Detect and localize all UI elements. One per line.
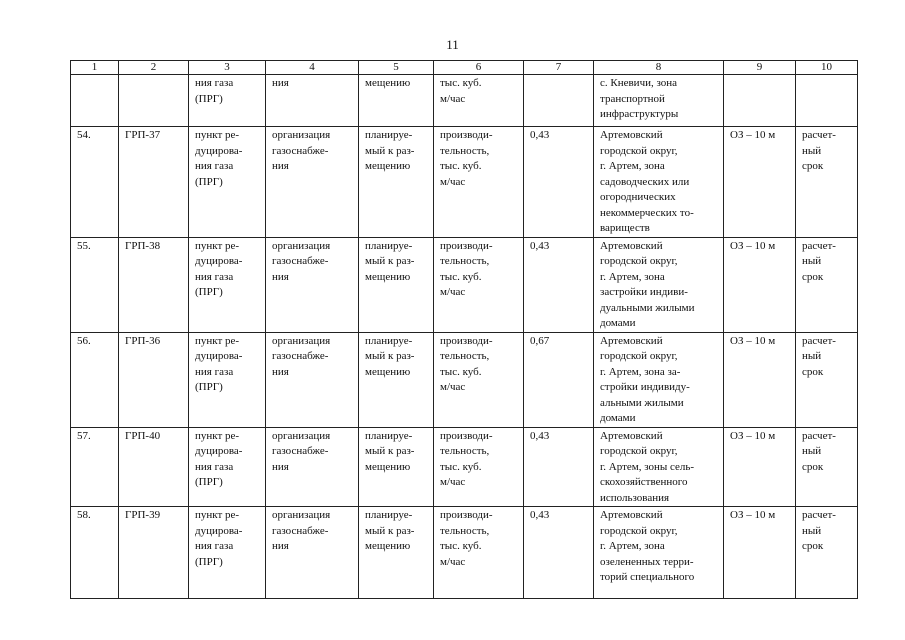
location-cell: Артемовский городской округ, г. Артем, зона за- стройки индивиду- альными жилыми домами (594, 332, 724, 427)
status-cell: планируе- мый к раз- мещению (359, 127, 434, 238)
facility-type-cell: пункт ре- дуцирова- ния газа (ПРГ) (189, 332, 266, 427)
term-cell: расчет- ный срок (796, 332, 858, 427)
table-row (71, 75, 858, 127)
facility-code-cell: ГРП-36 (119, 332, 189, 427)
location-cell: Артемовский городской округ, г. Артем, зона озелененных терри- торий специального (594, 507, 724, 599)
protection-zone-cell: ОЗ – 10 м (724, 427, 796, 507)
row-number-cell: 55. (71, 237, 119, 332)
row-number-cell: 57. (71, 427, 119, 507)
value-cell: 0,43 (524, 237, 594, 332)
column-number: 9 (724, 61, 796, 75)
facility-code-cell: ГРП-40 (119, 427, 189, 507)
protection-zone-cell (724, 75, 796, 127)
facility-code-cell: ГРП-37 (119, 127, 189, 238)
protection-zone-cell: ОЗ – 10 м (724, 507, 796, 599)
table-row (71, 507, 858, 599)
term-cell: расчет- ный срок (796, 427, 858, 507)
column-number-row (71, 61, 858, 75)
column-number: 7 (524, 61, 594, 75)
table-row (71, 237, 858, 332)
purpose-cell: организация газоснабже- ния (266, 237, 359, 332)
status-cell: мещению (359, 75, 434, 127)
term-cell: расчет- ный срок (796, 237, 858, 332)
protection-zone-cell: ОЗ – 10 м (724, 237, 796, 332)
term-cell: расчет- ный срок (796, 507, 858, 599)
facilities-table (70, 60, 858, 599)
column-number: 4 (266, 61, 359, 75)
parameter-cell: тыс. куб. м/час (434, 75, 524, 127)
location-cell: Артемовский городской округ, г. Артем, зоны сель- скохозяйственного использования (594, 427, 724, 507)
status-cell: планируе- мый к раз- мещению (359, 507, 434, 599)
facility-code-cell: ГРП-38 (119, 237, 189, 332)
location-cell: Артемовский городской округ, г. Артем, зона застройки индиви- дуальными жилыми домами (594, 237, 724, 332)
term-cell: расчет- ный срок (796, 127, 858, 238)
value-cell: 0,43 (524, 127, 594, 238)
purpose-cell: организация газоснабже- ния (266, 332, 359, 427)
column-number: 2 (119, 61, 189, 75)
parameter-cell: производи- тельность, тыс. куб. м/час (434, 237, 524, 332)
table-row (71, 427, 858, 507)
purpose-cell: организация газоснабже- ния (266, 427, 359, 507)
purpose-cell: организация газоснабже- ния (266, 507, 359, 599)
facility-code-cell (119, 75, 189, 127)
facility-type-cell: пункт ре- дуцирова- ния газа (ПРГ) (189, 507, 266, 599)
column-number: 10 (796, 61, 858, 75)
parameter-cell: производи- тельность, тыс. куб. м/час (434, 507, 524, 599)
row-number-cell: 54. (71, 127, 119, 238)
facility-type-cell: пункт ре- дуцирова- ния газа (ПРГ) (189, 237, 266, 332)
value-cell: 0,43 (524, 427, 594, 507)
page-number: 11 (446, 37, 459, 52)
status-cell: планируе- мый к раз- мещению (359, 237, 434, 332)
purpose-cell: ния (266, 75, 359, 127)
parameter-cell: производи- тельность, тыс. куб. м/час (434, 332, 524, 427)
location-cell: Артемовский городской округ, г. Артем, зона садоводческих или огороднических некоммерческих то- вариществ (594, 127, 724, 238)
facility-code-cell: ГРП-39 (119, 507, 189, 599)
column-number: 3 (189, 61, 266, 75)
parameter-cell: производи- тельность, тыс. куб. м/час (434, 127, 524, 238)
facility-type-cell: пункт ре- дуцирова- ния газа (ПРГ) (189, 427, 266, 507)
table-row (71, 127, 858, 238)
parameter-cell: производи- тельность, тыс. куб. м/час (434, 427, 524, 507)
purpose-cell: организация газоснабже- ния (266, 127, 359, 238)
column-number: 8 (594, 61, 724, 75)
protection-zone-cell: ОЗ – 10 м (724, 332, 796, 427)
column-number: 1 (71, 61, 119, 75)
column-number: 6 (434, 61, 524, 75)
protection-zone-cell: ОЗ – 10 м (724, 127, 796, 238)
status-cell: планируе- мый к раз- мещению (359, 427, 434, 507)
table-row (71, 332, 858, 427)
status-cell: планируе- мый к раз- мещению (359, 332, 434, 427)
location-cell: с. Кневичи, зона транспортной инфраструктуры (594, 75, 724, 127)
facility-type-cell: пункт ре- дуцирова- ния газа (ПРГ) (189, 127, 266, 238)
term-cell (796, 75, 858, 127)
column-number: 5 (359, 61, 434, 75)
value-cell (524, 75, 594, 127)
value-cell: 0,67 (524, 332, 594, 427)
row-number-cell (71, 75, 119, 127)
row-number-cell: 58. (71, 507, 119, 599)
value-cell: 0,43 (524, 507, 594, 599)
row-number-cell: 56. (71, 332, 119, 427)
facility-type-cell: ния газа (ПРГ) (189, 75, 266, 127)
